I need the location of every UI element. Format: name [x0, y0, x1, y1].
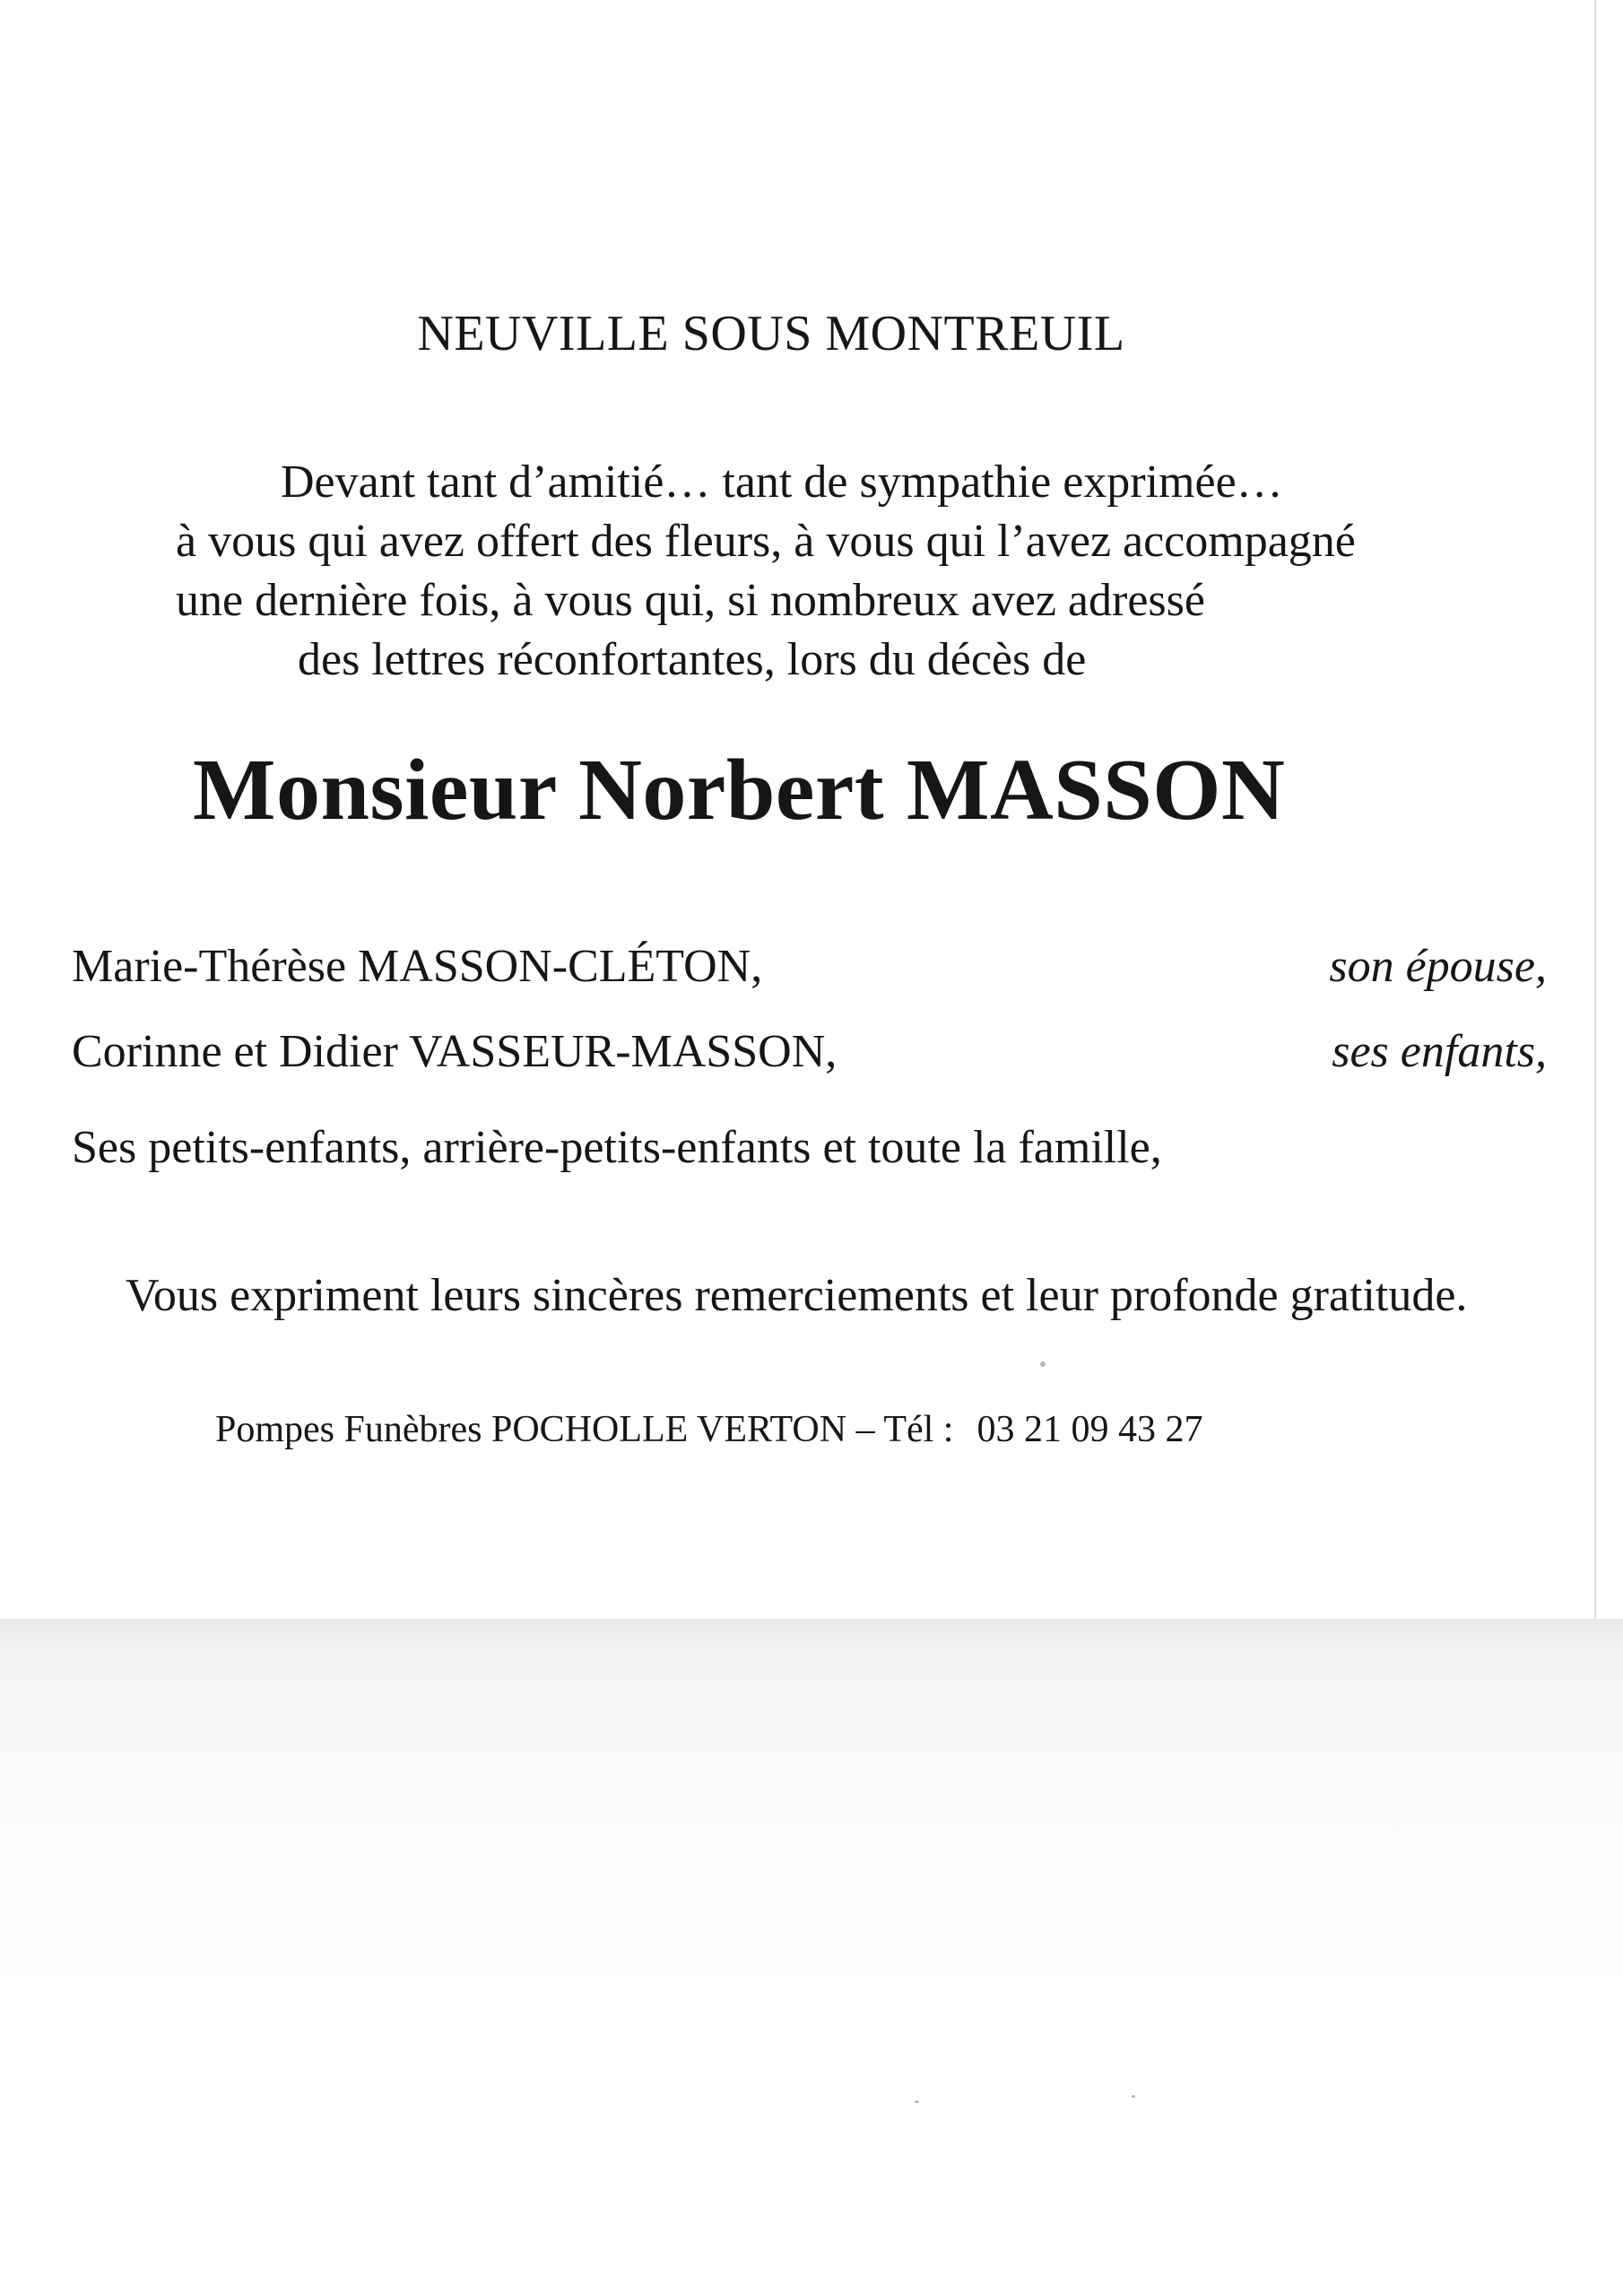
intro-line: des lettres réconfortantes, lors du décès de	[298, 634, 1087, 685]
grandchildren-line: Ses petits-enfants, arrière-petits-enfants et toute la famille,	[72, 1122, 1162, 1173]
scan-speck	[915, 2100, 919, 2103]
place-heading: NEUVILLE SOUS MONTREUIL	[417, 306, 1125, 361]
funeral-home-name: Pompes Funèbres POCHOLLE VERTON – Tél :	[215, 1409, 954, 1450]
family-member-role: ses enfants,	[1332, 1026, 1547, 1077]
lower-blank-sheet	[0, 1619, 1623, 2296]
family-member-role: son épouse,	[1329, 941, 1547, 992]
intro-line: à vous qui avez offert des fleurs, à vous qui l’avez accompagné	[176, 516, 1356, 567]
deceased-name: Monsieur Norbert MASSON	[193, 742, 1286, 839]
intro-line: une dernière fois, à vous qui, si nombreux avez adressé	[176, 575, 1205, 626]
family-member-name: Corinne et Didier VASSEUR-MASSON,	[72, 1026, 838, 1077]
intro-line: Devant tant d’amitié… tant de sympathie exprimée…	[281, 457, 1283, 508]
funeral-home-phone: 03 21 09 43 27	[976, 1409, 1203, 1450]
family-member-name: Marie-Thérèse MASSON-CLÉTON,	[72, 941, 763, 992]
scan-speck	[1132, 2095, 1135, 2098]
paper-edge	[1594, 0, 1596, 1619]
scan-speck	[1040, 1361, 1046, 1367]
funeral-home-line	[215, 1408, 1202, 1451]
intro-paragraph	[152, 453, 1408, 690]
thanks-line: Vous expriment leurs sincères remerciements et leur profonde gratitude.	[126, 1270, 1468, 1321]
